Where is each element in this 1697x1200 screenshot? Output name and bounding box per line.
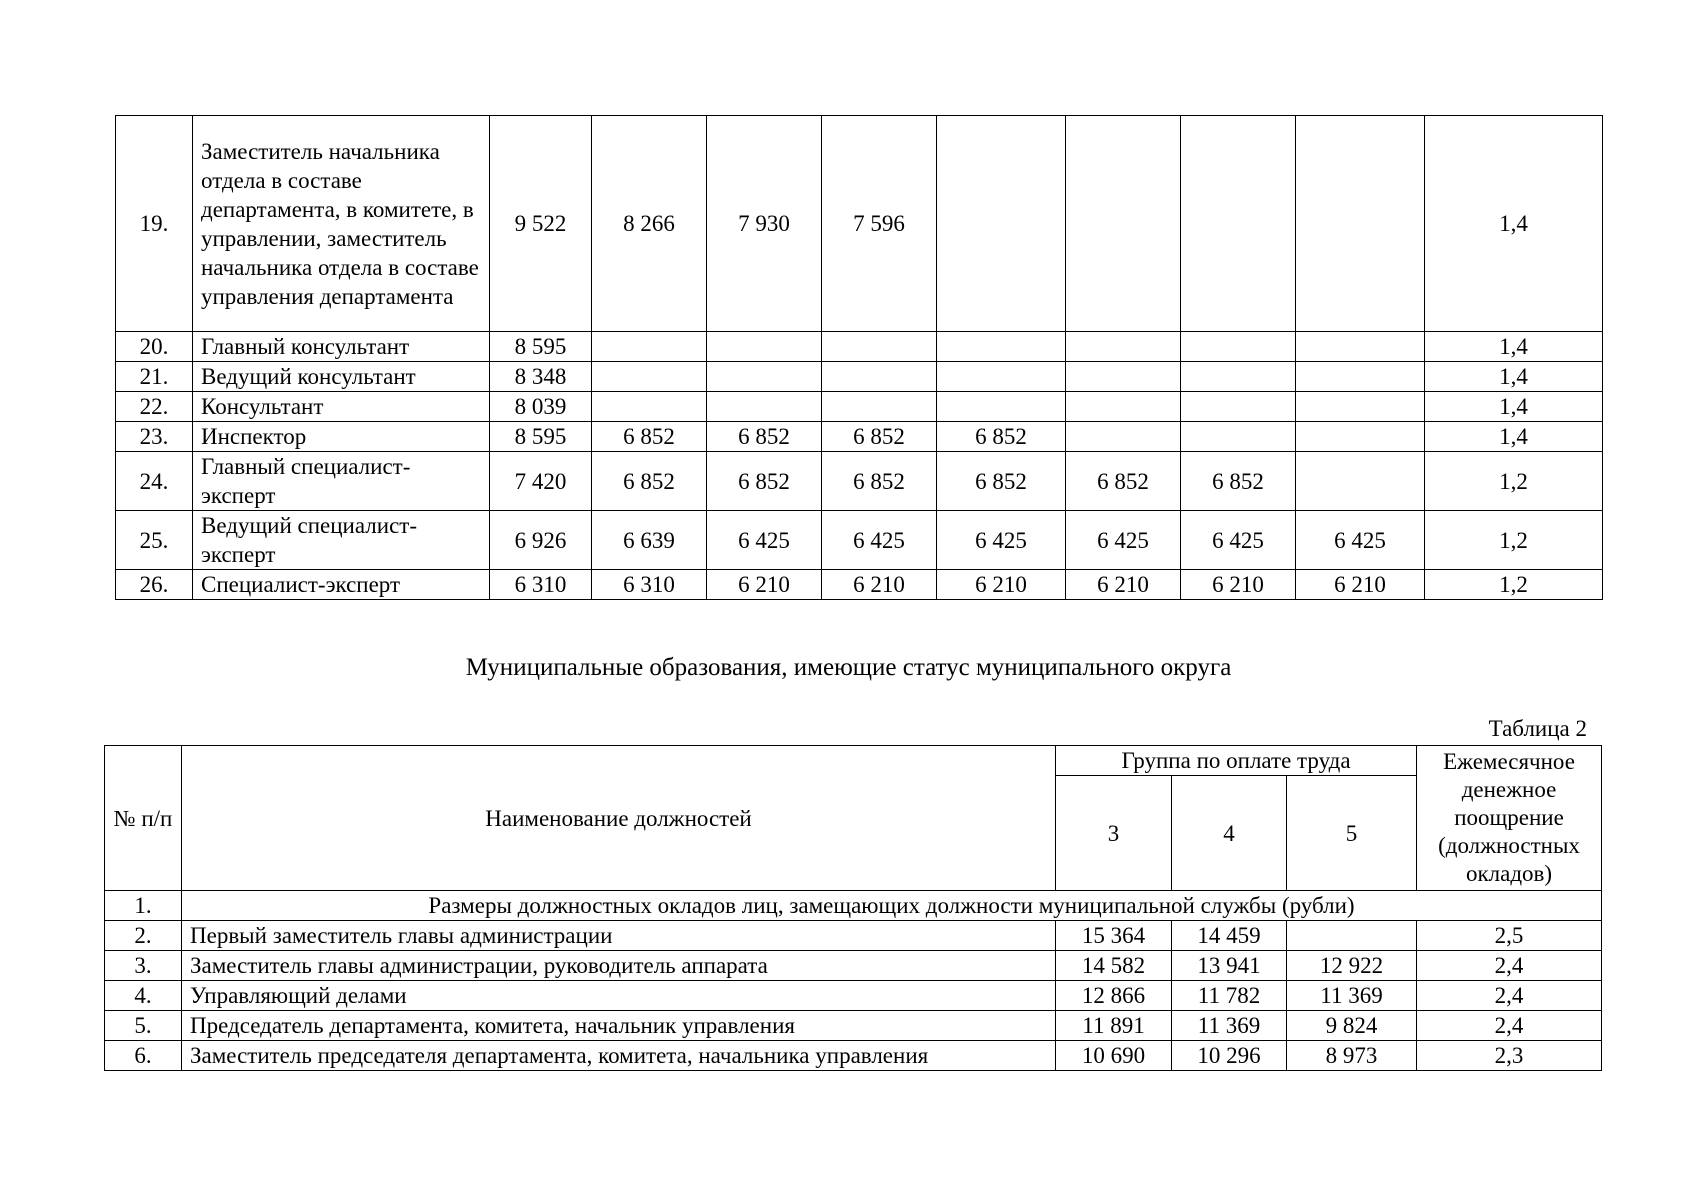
salary-cell — [822, 362, 937, 392]
salary-cell: 6 210 — [1181, 570, 1296, 600]
row-number: 24. — [116, 452, 193, 511]
salary-cell: 8 039 — [490, 392, 592, 422]
salary-cell — [1181, 116, 1296, 332]
header-group-3: 3 — [1056, 776, 1172, 891]
table-row — [116, 116, 1603, 332]
salary-cell — [592, 362, 707, 392]
salary-cell: 7 596 — [822, 116, 937, 332]
table-row — [105, 1041, 1602, 1071]
table-row — [116, 452, 1603, 511]
table-row — [105, 1011, 1602, 1041]
salary-cell: 11 369 — [1287, 981, 1417, 1011]
salary-cell: 6 425 — [1296, 511, 1425, 570]
salary-cell: 6 210 — [707, 570, 822, 600]
salary-cell: 9 824 — [1287, 1011, 1417, 1041]
table-row — [116, 392, 1603, 422]
row-number: 23. — [116, 422, 193, 452]
table-row — [105, 981, 1602, 1011]
salary-cell: 14 459 — [1172, 921, 1287, 951]
salary-cell: 6 852 — [937, 422, 1066, 452]
row-number: 4. — [105, 981, 182, 1011]
table-row — [116, 511, 1603, 570]
salary-cell: 6 852 — [707, 452, 822, 511]
salary-cell: 6 852 — [1066, 452, 1181, 511]
salary-cell: 6 210 — [822, 570, 937, 600]
salary-cell — [592, 332, 707, 362]
table-row — [116, 332, 1603, 362]
salary-cell — [937, 362, 1066, 392]
salary-cell — [707, 332, 822, 362]
salary-cell: 11 369 — [1172, 1011, 1287, 1041]
salary-cell: 10 296 — [1172, 1041, 1287, 1071]
position-name: Ведущий консультант — [193, 362, 490, 392]
salary-cell: 11 891 — [1056, 1011, 1172, 1041]
position-name: Первый заместитель главы администрации — [182, 921, 1056, 951]
row-number: 2. — [105, 921, 182, 951]
salary-cell: 6 852 — [822, 422, 937, 452]
salary-cell: 9 522 — [490, 116, 592, 332]
ratio-cell: 2,4 — [1417, 951, 1602, 981]
salary-cell: 7 930 — [707, 116, 822, 332]
salary-cell — [937, 332, 1066, 362]
position-name: Специалист-эксперт — [193, 570, 490, 600]
header-group-5: 5 — [1287, 776, 1417, 891]
salary-cell — [1296, 332, 1425, 362]
salary-cell: 12 866 — [1056, 981, 1172, 1011]
position-name: Ведущий специалист-эксперт — [193, 511, 490, 570]
salary-cell: 12 922 — [1287, 951, 1417, 981]
salary-table-1 — [115, 115, 1603, 600]
row-number: 20. — [116, 332, 193, 362]
position-name: Главный консультант — [193, 332, 490, 362]
ratio-cell: 1,4 — [1425, 362, 1603, 392]
position-name: Управляющий делами — [182, 981, 1056, 1011]
salary-cell — [1066, 422, 1181, 452]
salary-cell — [1066, 116, 1181, 332]
salary-cell: 8 595 — [490, 422, 592, 452]
salary-cell — [1181, 362, 1296, 392]
table-row — [105, 951, 1602, 981]
position-name: Заместитель главы администрации, руководитель аппарата — [182, 951, 1056, 981]
section-num: 1. — [105, 891, 182, 921]
row-number: 19. — [116, 116, 193, 332]
salary-cell — [1181, 392, 1296, 422]
row-number: 5. — [105, 1011, 182, 1041]
row-number: 21. — [116, 362, 193, 392]
salary-cell: 6 210 — [937, 570, 1066, 600]
table-row — [116, 422, 1603, 452]
table-row — [105, 921, 1602, 951]
row-number: 6. — [105, 1041, 182, 1071]
salary-cell: 6 310 — [490, 570, 592, 600]
salary-cell: 11 782 — [1172, 981, 1287, 1011]
table-row — [116, 570, 1603, 600]
row-number: 3. — [105, 951, 182, 981]
position-name: Заместитель председателя департамента, комитета, начальника управления — [182, 1041, 1056, 1071]
salary-cell: 6 425 — [822, 511, 937, 570]
salary-cell: 15 364 — [1056, 921, 1172, 951]
salary-cell: 13 941 — [1172, 951, 1287, 981]
salary-cell — [707, 392, 822, 422]
salary-cell: 10 690 — [1056, 1041, 1172, 1071]
salary-cell: 6 852 — [592, 422, 707, 452]
salary-cell: 8 973 — [1287, 1041, 1417, 1071]
salary-cell: 6 852 — [937, 452, 1066, 511]
salary-cell: 6 852 — [1181, 452, 1296, 511]
ratio-cell: 2,4 — [1417, 1011, 1602, 1041]
table2-header-row-1 — [105, 746, 1602, 776]
salary-cell — [1296, 422, 1425, 452]
salary-cell — [937, 392, 1066, 422]
header-name: Наименование должностей — [182, 746, 1056, 891]
ratio-cell: 2,3 — [1417, 1041, 1602, 1071]
position-name: Председатель департамента, комитета, начальник управления — [182, 1011, 1056, 1041]
salary-cell — [822, 332, 937, 362]
ratio-cell: 1,2 — [1425, 511, 1603, 570]
position-name: Инспектор — [193, 422, 490, 452]
salary-cell: 7 420 — [490, 452, 592, 511]
salary-cell: 6 425 — [1066, 511, 1181, 570]
ratio-cell: 1,4 — [1425, 116, 1603, 332]
ratio-cell: 1,4 — [1425, 422, 1603, 452]
salary-cell: 6 425 — [1181, 511, 1296, 570]
section-text: Размеры должностных окладов лиц, замещающих должности муниципальной службы (рубли) — [182, 891, 1602, 921]
salary-cell — [1296, 116, 1425, 332]
row-number: 22. — [116, 392, 193, 422]
salary-cell: 6 852 — [822, 452, 937, 511]
salary-cell: 8 266 — [592, 116, 707, 332]
row-number: 25. — [116, 511, 193, 570]
salary-cell: 8 348 — [490, 362, 592, 392]
header-group: Группа по оплате труда — [1056, 746, 1417, 776]
salary-cell: 6 210 — [1296, 570, 1425, 600]
salary-cell: 8 595 — [490, 332, 592, 362]
position-name: Консультант — [193, 392, 490, 422]
salary-cell — [1296, 452, 1425, 511]
salary-cell: 6 210 — [1066, 570, 1181, 600]
salary-cell — [1066, 392, 1181, 422]
salary-table-2 — [104, 745, 1602, 1071]
salary-cell — [1066, 332, 1181, 362]
salary-cell — [937, 116, 1066, 332]
salary-cell: 6 852 — [592, 452, 707, 511]
position-name: Заместитель начальника отдела в составе департамента, в комитете, в управлении, заместитель начальника отдела в составе управления департамента — [193, 116, 490, 332]
position-name: Главный специалист-эксперт — [193, 452, 490, 511]
header-num: № п/п — [105, 746, 182, 891]
salary-cell — [592, 392, 707, 422]
salary-cell: 6 310 — [592, 570, 707, 600]
header-bonus: Ежемесячное денежное поощрение (должностных окладов) — [1417, 746, 1602, 891]
salary-cell — [1296, 392, 1425, 422]
table2-section-row — [105, 891, 1602, 921]
ratio-cell: 2,4 — [1417, 981, 1602, 1011]
salary-cell: 6 852 — [707, 422, 822, 452]
header-group-4: 4 — [1172, 776, 1287, 891]
salary-cell — [707, 362, 822, 392]
salary-cell: 14 582 — [1056, 951, 1172, 981]
ratio-cell: 2,5 — [1417, 921, 1602, 951]
salary-cell — [1181, 332, 1296, 362]
salary-cell: 6 425 — [707, 511, 822, 570]
salary-cell — [1287, 921, 1417, 951]
ratio-cell: 1,4 — [1425, 332, 1603, 362]
table-label: Таблица 2 — [1488, 716, 1587, 741]
salary-cell: 6 425 — [937, 511, 1066, 570]
table-row — [116, 362, 1603, 392]
salary-cell — [1066, 362, 1181, 392]
salary-cell: 6 926 — [490, 511, 592, 570]
row-number: 26. — [116, 570, 193, 600]
salary-cell — [1181, 422, 1296, 452]
salary-cell — [822, 392, 937, 422]
ratio-cell: 1,4 — [1425, 392, 1603, 422]
ratio-cell: 1,2 — [1425, 452, 1603, 511]
salary-cell — [1296, 362, 1425, 392]
ratio-cell: 1,2 — [1425, 570, 1603, 600]
section-subtitle: Муниципальные образования, имеющие статус муниципального округа — [465, 654, 1232, 681]
salary-cell: 6 639 — [592, 511, 707, 570]
